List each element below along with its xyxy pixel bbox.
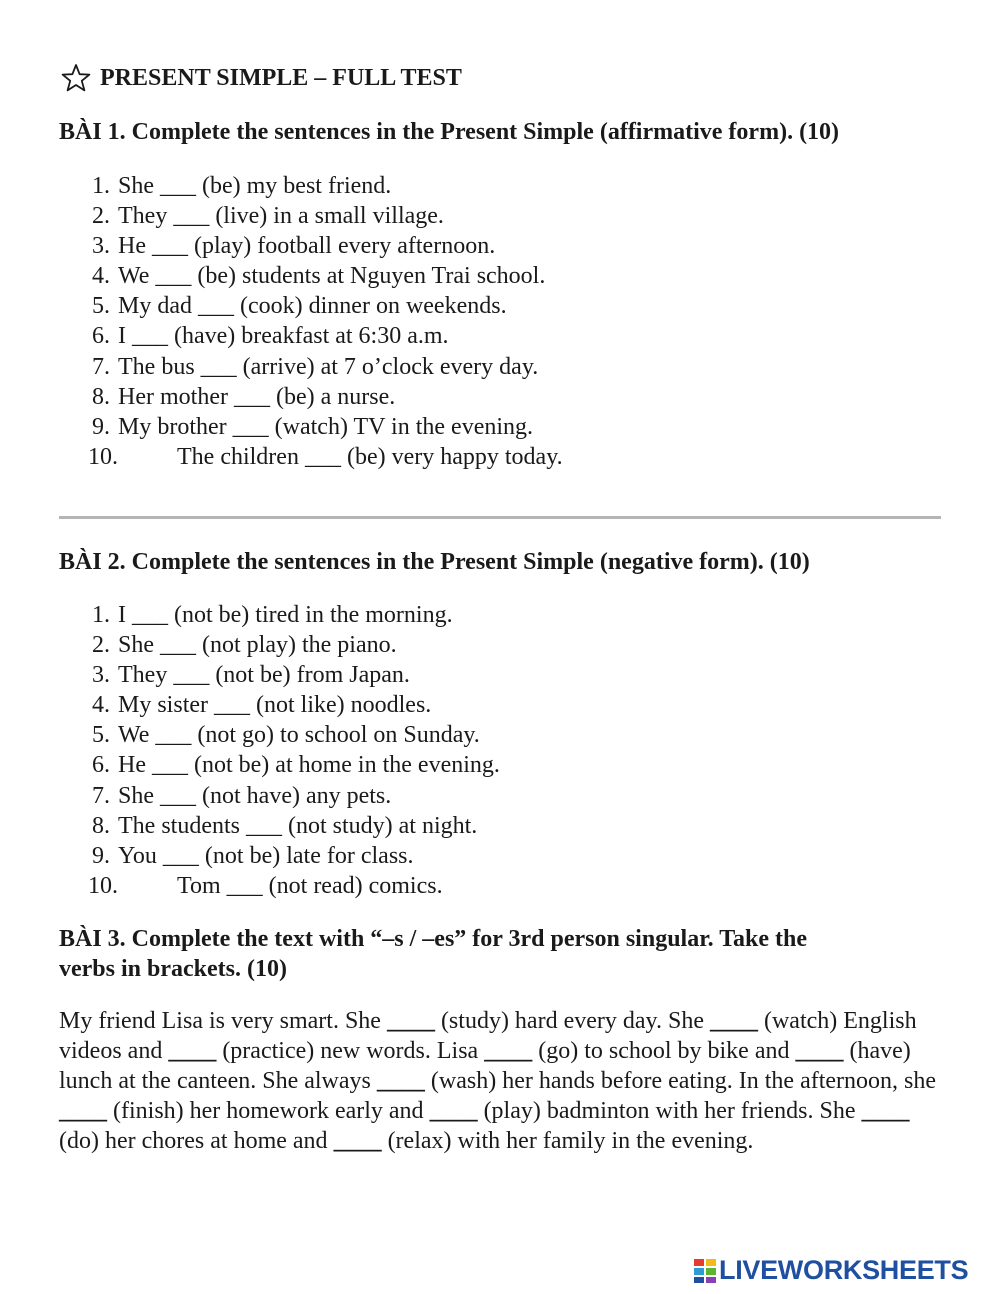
list-item-number: 8. xyxy=(92,812,110,839)
list-item-text: She ___ (not play) the piano. xyxy=(118,632,397,659)
fill-in-blank[interactable]: ____ xyxy=(429,1098,478,1125)
star-outline-icon xyxy=(60,62,92,94)
list-item-number: 3. xyxy=(92,233,110,260)
paragraph-text: (study) hard every day. She xyxy=(434,1008,710,1034)
section3-heading-line1: BÀI 3. Complete the text with “–s / –es” for 3rd person singular. Take the xyxy=(59,926,808,952)
fill-in-blank[interactable]: ____ xyxy=(59,1098,107,1125)
section3-heading xyxy=(59,924,939,984)
paragraph-text: (practice) new words. Lisa xyxy=(216,1038,485,1065)
fill-in-blank[interactable]: ____ xyxy=(386,1008,435,1034)
list-item-text: We ___ (be) students at Nguyen Trai school. xyxy=(118,263,546,290)
liveworksheets-logo xyxy=(693,1255,968,1286)
list-item-number: 7. xyxy=(92,353,110,380)
fill-in-blank[interactable]: ____ xyxy=(709,1008,758,1034)
list-item-text: The students ___ (not study) at night. xyxy=(118,812,478,839)
list-item-number: 6. xyxy=(92,323,110,350)
paragraph-text: My friend Lisa is very smart. She xyxy=(59,1008,387,1034)
section3-heading-line2: verbs in brackets. (10) xyxy=(59,956,287,982)
fill-in-blank[interactable]: ____ xyxy=(376,1068,425,1095)
list-item-number: 9. xyxy=(92,842,110,869)
list-item-number: 8. xyxy=(92,383,110,410)
list-item-text: We ___ (not go) to school on Sunday. xyxy=(118,722,480,749)
list-item-text: My sister ___ (not like) noodles. xyxy=(118,692,432,719)
list-item-text: They ___ (not be) from Japan. xyxy=(118,662,410,689)
paragraph-text: (watch) English videos and xyxy=(59,1008,917,1065)
fill-in-blank[interactable]: ____ xyxy=(168,1038,217,1065)
liveworksheets-logo-icon xyxy=(693,1258,717,1284)
list-item-text: She ___ (be) my best friend. xyxy=(118,173,392,199)
section2-heading: BÀI 2. Complete the sentences in the Present Simple (negative form). (10) xyxy=(59,549,810,575)
list-item-number: 1. xyxy=(92,173,110,199)
list-item-number: 10. xyxy=(88,443,118,470)
liveworksheets-logo-text: LIVEWORKSHEETS xyxy=(719,1255,969,1285)
list-item-text: My brother ___ (watch) TV in the evening. xyxy=(118,413,534,440)
paragraph-text: (relax) with her family in the evening. xyxy=(381,1128,754,1155)
list-item-number: 9. xyxy=(92,413,110,440)
list-item-text: She ___ (not have) any pets. xyxy=(118,782,392,809)
fill-in-blank[interactable]: ____ xyxy=(795,1038,844,1065)
fill-in-blank[interactable]: ____ xyxy=(861,1098,910,1125)
list-item-text: They ___ (live) in a small village. xyxy=(118,203,444,230)
section1-heading: BÀI 1. Complete the sentences in the Present Simple (affirmative form). (10) xyxy=(59,119,840,145)
list-item-number: 6. xyxy=(92,752,110,779)
paragraph-text: (have) lunch at the canteen. She always xyxy=(59,1038,911,1095)
paragraph-text: (wash) her hands before eating. In the afternoon, she xyxy=(424,1068,937,1095)
list-item-text: You ___ (not be) late for class. xyxy=(118,842,414,869)
page-title-text: PRESENT SIMPLE – FULL TEST xyxy=(100,65,462,91)
list-item-number: 4. xyxy=(92,692,110,719)
list-item-text: The children ___ (be) very happy today. xyxy=(177,443,563,470)
list-item-text: He ___ (not be) at home in the evening. xyxy=(118,752,500,779)
list-item-number: 3. xyxy=(92,662,110,689)
fill-in-blank[interactable]: ____ xyxy=(484,1038,533,1065)
list-item-number: 4. xyxy=(92,263,110,290)
section-divider xyxy=(59,516,941,519)
list-item-text: Her mother ___ (be) a nurse. xyxy=(118,383,396,410)
paragraph-text: (play) badminton with her friends. She xyxy=(477,1098,862,1125)
list-item-text: I ___ (not be) tired in the morning. xyxy=(118,602,453,628)
paragraph-text: (do) her chores at home and xyxy=(59,1128,334,1155)
list-item-number: 2. xyxy=(92,203,110,230)
list-item-number: 10. xyxy=(88,872,118,899)
list-item-number: 1. xyxy=(92,602,110,628)
section3-paragraph xyxy=(59,1006,945,1156)
list-item-text: Tom ___ (not read) comics. xyxy=(177,872,443,899)
list-item-text: My dad ___ (cook) dinner on weekends. xyxy=(118,293,507,320)
list-item-number: 7. xyxy=(92,782,110,809)
paragraph-text: (finish) her homework early and xyxy=(107,1098,430,1125)
page-title xyxy=(60,62,462,94)
list-item-text: The bus ___ (arrive) at 7 o’clock every day. xyxy=(118,353,539,380)
paragraph-text: (go) to school by bike and xyxy=(532,1038,796,1065)
list-item-number: 5. xyxy=(92,293,110,320)
fill-in-blank[interactable]: ____ xyxy=(333,1128,382,1155)
list-item-text: He ___ (play) football every afternoon. xyxy=(118,233,496,260)
list-item-number: 5. xyxy=(92,722,110,749)
list-item-number: 2. xyxy=(92,632,110,659)
list-item-text: I ___ (have) breakfast at 6:30 a.m. xyxy=(118,323,449,350)
